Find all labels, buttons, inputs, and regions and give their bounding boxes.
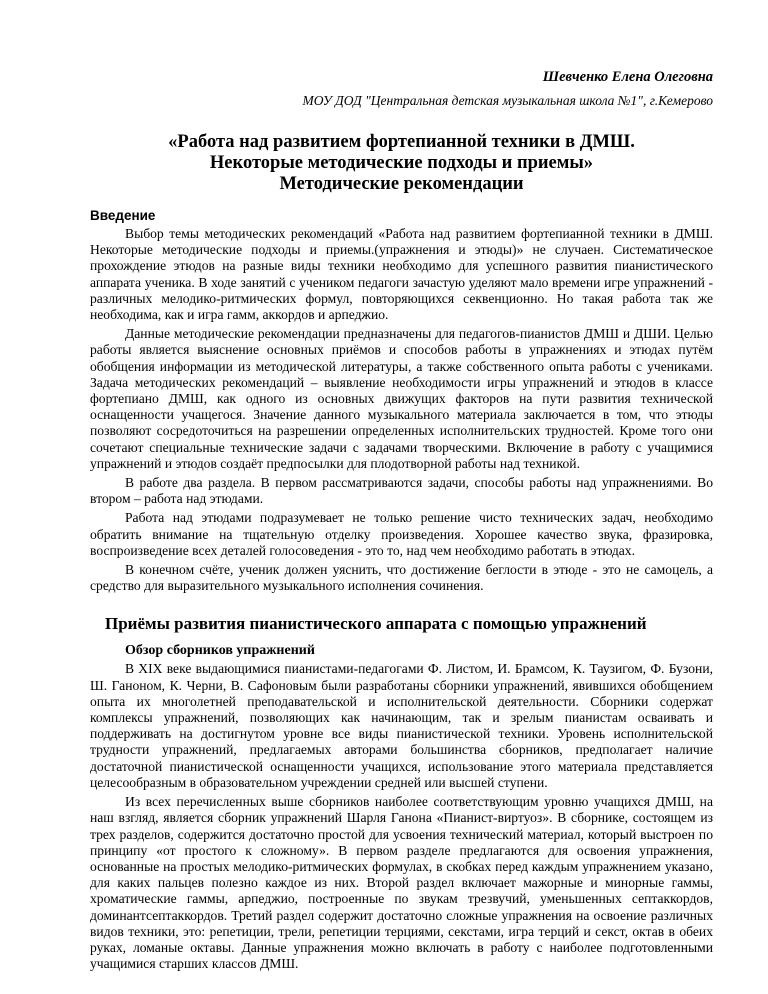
title-line-3: Методические рекомендации [279, 174, 524, 194]
section-subheading: Обзор сборников упражнений [125, 643, 315, 659]
intro-paragraph: Выбор темы методических рекомендаций «Работа над развитием фортепианной техники в ДМШ. Некоторые методические подходы и приемы.(упражнения и этюды)» не случаен. Систематическое прохождение этюдов на разные виды техники необходимо для успешного развития пианистического аппарата ученика. В ходе занятий с учеником педагоги зачастую уделяют мало времени игре упражнений - различных мелодико-ритмических формул, повторяющихся секвенционно. Но такая работа так же необходима, как и игра гамм, аккордов и арпеджио. [90, 226, 713, 323]
section-heading: Приёмы развития пианистического аппарата с помощью упражнений [105, 614, 647, 634]
document-title [90, 132, 713, 195]
intro-paragraph: В конечном счёте, ученик должен уяснить, что достижение беглости в этюде - это не самоцель, а средство для выразительного музыкального исполнения сочинения. [90, 562, 713, 594]
section-paragraph: В XIX веке выдающимися пианистами-педагогами Ф. Листом, И. Брамсом, К. Таузигом, Ф. Бузони, Ш. Ганоном, К. Черни, В. Сафоновым были разработаны сборники упражнений, явившихся обобщением опыта их многолетней преподавательской и исполнительской деятельности. Сборники содержат комплексы упражнений, позволяющих как начинающим, так и зрелым пианистам осваивать и поддерживать на достигнутом уровне все виды пианистической техники. Уровень исполнительской трудности упражнений, предлагаемых авторами большинства сборников, предполагает наличие достаточной пианистической оснащенности учащихся, использование этого материала представляется целесообразным в образовательном учреждении средней или высшей ступени. [90, 661, 713, 790]
organization-name: МОУ ДОД "Центральная детская музыкальная школа №1", г.Кемерово [302, 93, 713, 108]
intro-paragraph: Данные методические рекомендации предназначены для педагогов-пианистов ДМШ и ДШИ. Целью работы является выяснение основных приёмов и способов работы в упражнениях и этюдах путём обобщения информации из методической литературы, а также собственного опыта работы с учениками. Задача методических рекомендаций – выявление необходимости игры упражнений и этюдов в классе фортепиано ДМШ, как одного из основных движущих факторов на пути развития технической оснащенности учащегося. Значение данного музыкального материала заключается в том, что этюды позволяют сосредоточиться на разрешении определенных исполнительских трудностей. Кроме того они сочетают специальные технические задачи с задачами творческими. Включение в работу с учащимися упражнений и этюдов создаёт предпосылки для плодотворной работы над техникой. [90, 326, 713, 471]
intro-heading: Введение [90, 208, 156, 223]
intro-paragraph: В работе два раздела. В первом рассматриваются задачи, способы работы над упражнениями. Во втором – работа над этюдами. [90, 475, 713, 507]
intro-paragraph: Работа над этюдами подразумевает не только решение чисто технических задач, необходимо обратить внимание на тщательную отделку произведения. Хорошее качество звука, фразировка, воспроизведение всех деталей голосоведения - это то, над чем необходимо работать в этюдах. [90, 510, 713, 558]
section-paragraph: Из всех перечисленных выше сборников наиболее соответствующим уровню учащихся ДМШ, на наш взгляд, является сборник упражнений Шарля Ганона «Пианист-виртуоз». В сборнике, состоящем из трех разделов, содержится достаточно простой для усвоения технический материал, который выстроен по принципу «от простого к сложному». В первом разделе предлагаются для освоения упражнения, основанные на простых мелодико-ритмических формулах, в скобках перед каждым упражнением указано, для каких пальцев полезно каждое из них. Второй раздел включает мажорные и минорные гаммы, хроматические гаммы, арпеджио, построенные по звукам трезвучий, уменьшенных септаккордов, доминантсептаккордов. Третий раздел содержит достаточно сложные упражнения на освоение различных видов техники, это: репетиции, трели, репетиции терциями, секстами, игра терций и секст, октав в обеих руках, ломаные октавы. Данные упражнения можно включать в работу с наиболее подготовленными учащимися старших классов ДМШ. [90, 794, 713, 972]
author-name: Шевченко Елена Олеговна [542, 69, 713, 85]
title-line-2: Некоторые методические подходы и приемы» [209, 153, 594, 173]
title-line-1: «Работа над развитием фортепианной техники в ДМШ. [168, 132, 635, 152]
